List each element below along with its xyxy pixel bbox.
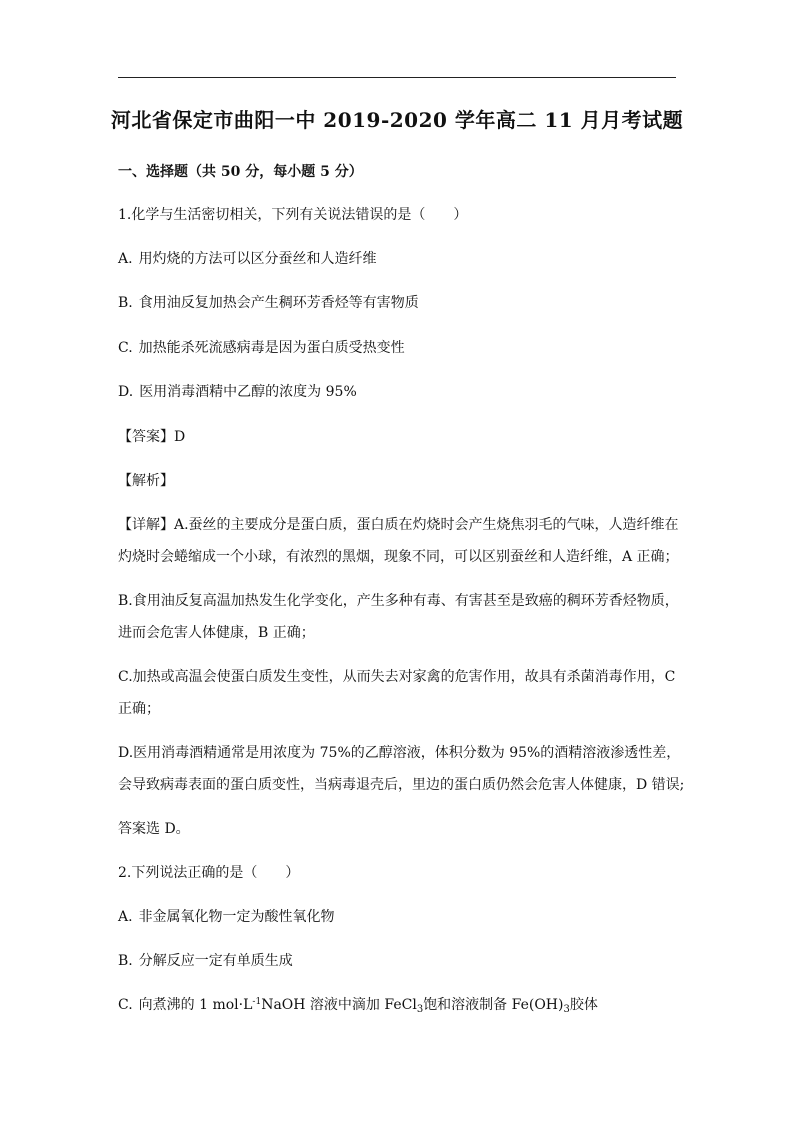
option-letter: A. (118, 251, 133, 267)
page-title: 河北省保定市曲阳一中 2019-2020 学年高二 11 月月考试题 (110, 108, 684, 132)
superscript: -1 (252, 997, 262, 1007)
section-heading: 一、选择题（共 50 分，每小题 5 分） (118, 164, 363, 180)
option-text-part: 向煮沸的 1 mol·L (138, 997, 253, 1013)
subscript: 3 (563, 1004, 570, 1015)
q1-detail-line: 进而会危害人体健康，B 正确； (118, 625, 315, 641)
q1-stem: 1.化学与生活密切相关，下列有关说法错误的是（ ） (118, 207, 468, 223)
option-letter: B. (118, 953, 133, 969)
option-letter: D. (118, 384, 134, 400)
option-text: 医用消毒酒精中乙醇的浓度为 95% (139, 384, 357, 400)
option-text: 加热能杀死流感病毒是因为蛋白质受热变性 (138, 340, 405, 356)
option-text-part: NaOH 溶液中滴加 FeCl (261, 997, 417, 1013)
q1-option-b (118, 292, 419, 312)
option-letter: C. (118, 997, 133, 1013)
option-text-part: 饱和溶液制备 Fe(OH) (423, 997, 564, 1013)
option-letter: B. (118, 295, 133, 311)
option-text: 分解反应一定有单质生成 (138, 953, 293, 969)
q1-detail-line: B.食用油反复高温加热发生化学变化，产生多种有毒、有害甚至是致癌的稠环芳香烃物质， (118, 593, 679, 609)
option-letter: A. (118, 909, 133, 925)
q1-option-c (118, 337, 405, 357)
q1-detail-line: D.医用消毒酒精通常是用浓度为 75%的乙醇溶液，体积分数为 95%的酒精溶液渗透性差， (118, 745, 681, 761)
q2-option-c (118, 994, 598, 1015)
q1-option-d (118, 381, 357, 401)
q2-stem: 2.下列说法正确的是（ ） (118, 865, 300, 881)
q1-answer: 【答案】D (118, 429, 186, 445)
q2-option-a (118, 906, 335, 926)
header-rule (118, 77, 676, 78)
q1-detail-line: 答案选 D。 (118, 821, 190, 837)
q1-detail-line: 正确； (118, 701, 160, 717)
q1-detail-line: 会导致病毒表面的蛋白质变性，当病毒退壳后，里边的蛋白质仍然会危害人体健康，D 错误; (118, 777, 685, 793)
option-text: 食用油反复加热会产生稠环芳香烃等有害物质 (138, 295, 419, 311)
option-text-part: 胶体 (569, 997, 598, 1013)
q1-analysis-label: 【解析】 (118, 473, 174, 489)
option-text: 非金属氧化物一定为酸性氧化物 (138, 909, 335, 925)
option-text: 用灼烧的方法可以区分蚕丝和人造纤维 (138, 251, 377, 267)
q1-detail-line: 灼烧时会蜷缩成一个小球，有浓烈的黑烟，现象不同，可以区别蚕丝和人造纤维，A 正确； (118, 549, 679, 565)
subscript: 3 (416, 1004, 424, 1015)
q2-option-b (118, 950, 293, 970)
option-letter: C. (118, 340, 133, 356)
q1-detail-line: C.加热或高温会使蛋白质发生变性，从而失去对家禽的危害作用，故具有杀菌消毒作用，C (118, 669, 676, 685)
q1-detail-line: 【详解】A.蚕丝的主要成分是蛋白质，蛋白质在灼烧时会产生烧焦羽毛的气味，人造纤维在 (118, 517, 679, 533)
q1-option-a (118, 248, 377, 268)
